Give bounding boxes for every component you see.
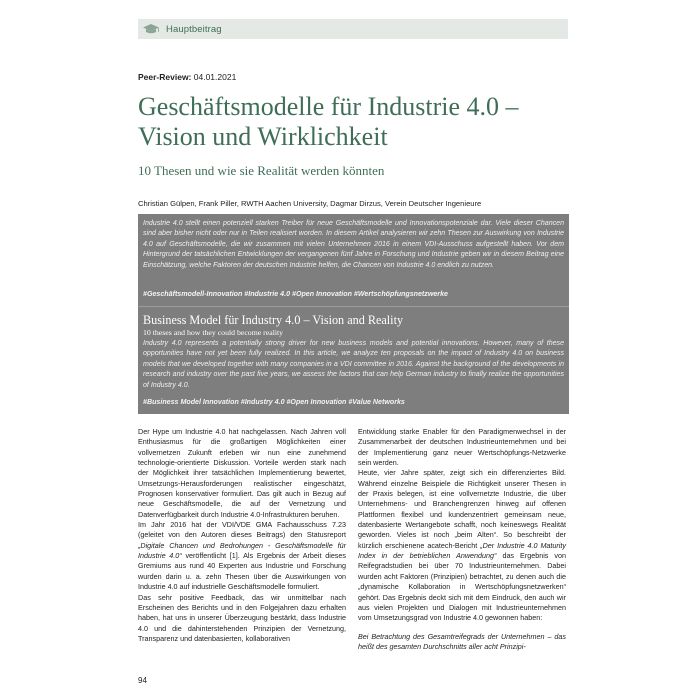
title-line-1: Geschäftsmodelle für Industrie 4.0 – (138, 92, 519, 121)
section-label: Hauptbeitrag (166, 23, 222, 35)
english-title: Business Model für Industry 4.0 – Vision and Reality (143, 313, 404, 327)
page-number: 94 (138, 676, 147, 685)
article-title (138, 92, 578, 152)
author-line: Christian Gülpen, Frank Piller, RWTH Aachen University, Dagmar Dirzus, Verein Deutscher Ingenieure (138, 199, 482, 208)
body-text: Heute, vier Jahre später, zeigt sich ein differenziertes Bild. Während einzelne Beispiele die Richtigkeit unserer Thesen in der Praxis belegen, ist eine vollvernetzte Industrie, die über Unternehmens- und Branchengrenzen hinweg auf offenen Plattformen flexibel und kundenzentriert gemeinsam neue, datenbasierte Wertangebote schafft, noch keineswegs Realität geworden. Vieles ist noch „beim Alten“. So beschreibt der kürzlich erschienene acatech-Bericht (358, 468, 566, 550)
body-paragraph (358, 468, 566, 623)
body-column-right (358, 427, 566, 652)
body-paragraph: Der Hype um Industrie 4.0 hat nachgelassen. Nach Jahren voll Enthusiasmus für die großartigen Möglichkeiten einer vollvernetzen Zukunft erleben wir nun eine zunehmend technologie-orientierte Diskussion. Vorteile werden stark nach der Möglichkeit ihrer tatsächlichen Implementierung bewertet, Umsetzungs-Herausforderungen realistischer eingeschätzt, Prognosen konservativer formuliert. Das gilt auch in Bezug auf neue Geschäftsmodelle, die auf der Vernetzung und Datenverfügbarkeit durch Industrie 4.0-Infrastrukturen beruhen. (138, 427, 346, 519)
report-title-citation: „Der Industrie 4.0 Maturity Index in der betrieblichen Anwendung“ (358, 540, 566, 561)
abstract-divider (138, 306, 569, 307)
body-column-left (138, 427, 346, 644)
body-text: veröffentlicht [1]. Als Ergebnis der Arbeit dieses Gremiums aus rund 40 Experten aus Industrie und Forschung wurden darin u. a. zehn Thesen über die Auswirkungen von Industrie 4.0 auf industrielle Geschäftsmodelle formuliert. (138, 551, 346, 592)
peer-review-label: Peer-Review: (138, 72, 192, 82)
section-header (138, 19, 568, 39)
body-text: Im Jahr 2016 hat der VDI/VDE GMA Fachausschuss 7.23 (geleitet von den Autoren dieses Beitrags) den Statusreport (138, 520, 346, 540)
peer-review-date: 04.01.2021 (193, 72, 237, 82)
keywords-english: #Business Model Innovation #Industry 4.0 #Open Innovation #Value Networks (143, 398, 405, 406)
body-paragraph: Entwicklung starke Enabler für den Paradigmenwechsel in der Zusammenarbeit der deutschen Industrieunternehmen und bei der Implementierung ganz neuer Wertschöpfungs-Netzwerke sein werden. (358, 427, 566, 468)
article-subtitle: 10 Thesen und wie sie Realität werden könnten (138, 163, 385, 178)
peer-review-line (138, 72, 236, 82)
body-paragraph-italic: Bei Betrachtung des Gesamtreifegrads der Unternehmen – das heißt des gesamten Durchschnitts aller acht Prinzipi- (358, 631, 566, 651)
title-line-2: Vision und Wirklichkeit (138, 122, 388, 151)
abstract-german: Industrie 4.0 stellt einen potenziell starken Treiber für neue Geschäftsmodelle und Innovationspotenziale dar. Viele dieser Chancen sind aber bisher nicht oder nur in Teilen realisiert worden. In diesem Artikel analysieren wir zehn Thesen zur Auswirkung von Industrie 4.0 auf Geschäftsmodelle, die wir zusammen mit vielen Unternehmen 2016 in einem VDI-Ausschuss aufgestellt haben. Vor dem Hintergrund der tatsächlichen Entwicklungen der vergangenen fünf Jahre in Forschung und Industrie geben wir in diesem Beitrag eine Einschätzung, welche Faktoren der deutschen Industrie helfen, die Chancen von Industrie 4.0 endlich zu nutzen. (143, 220, 564, 269)
graduation-cap-icon (142, 23, 160, 35)
abstract-english: Industry 4.0 represents a potentially strong driver for new business models and potential innovations. However, many of these opportunities have not yet been fully realized. In this article, we analyze ten proposals on the impact of Industry 4.0 on business models that we developed together with many companies in a VDI committee in 2016. Against the background of the developments in research and industry over the past five years, we assess the factors that can help German industry to finally realize the opportunities of Industry 4.0. (143, 340, 564, 389)
body-text: das Ergebnis von Reifegradstudien bei über 70 Industrieunternehmen. Dabei wurden acht Faktoren (Prinzipien) betrachtet, zu denen auch die „dynamische Kollaboration in Wertschöpfungsnetzwerken“ gehört. Das Ergebnis deckt sich mit dem Eindruck, den auch wir aus vielen Projekten und Dialogen mit Industrieunternehmen vom Umsetzungsgrad von Industrie 4.0 gewonnen haben: (358, 551, 566, 623)
body-paragraph: Das sehr positive Feedback, das wir unmittelbar nach Erscheinen des Berichts und in den Folgejahren dazu erhalten haben, hat uns in unserer Überzeugung bestärkt, dass Industrie 4.0 und die dahinterstehenden Prinzipien der Vernetzung, Transparenz und datenbasierten, kollaborativen (138, 592, 346, 643)
english-subtitle: 10 theses and how they could become reality (143, 328, 284, 337)
keywords-german: #Geschäftsmodell-Innovation #Industrie 4.0 #Open Innovation #Wertschöpfungsnetzwerke (143, 290, 448, 298)
report-title-citation: „Digitale Chancen und Bedrohungen - Geschäftsmodelle für Industrie 4.0“ (138, 540, 346, 561)
body-paragraph (138, 520, 346, 592)
